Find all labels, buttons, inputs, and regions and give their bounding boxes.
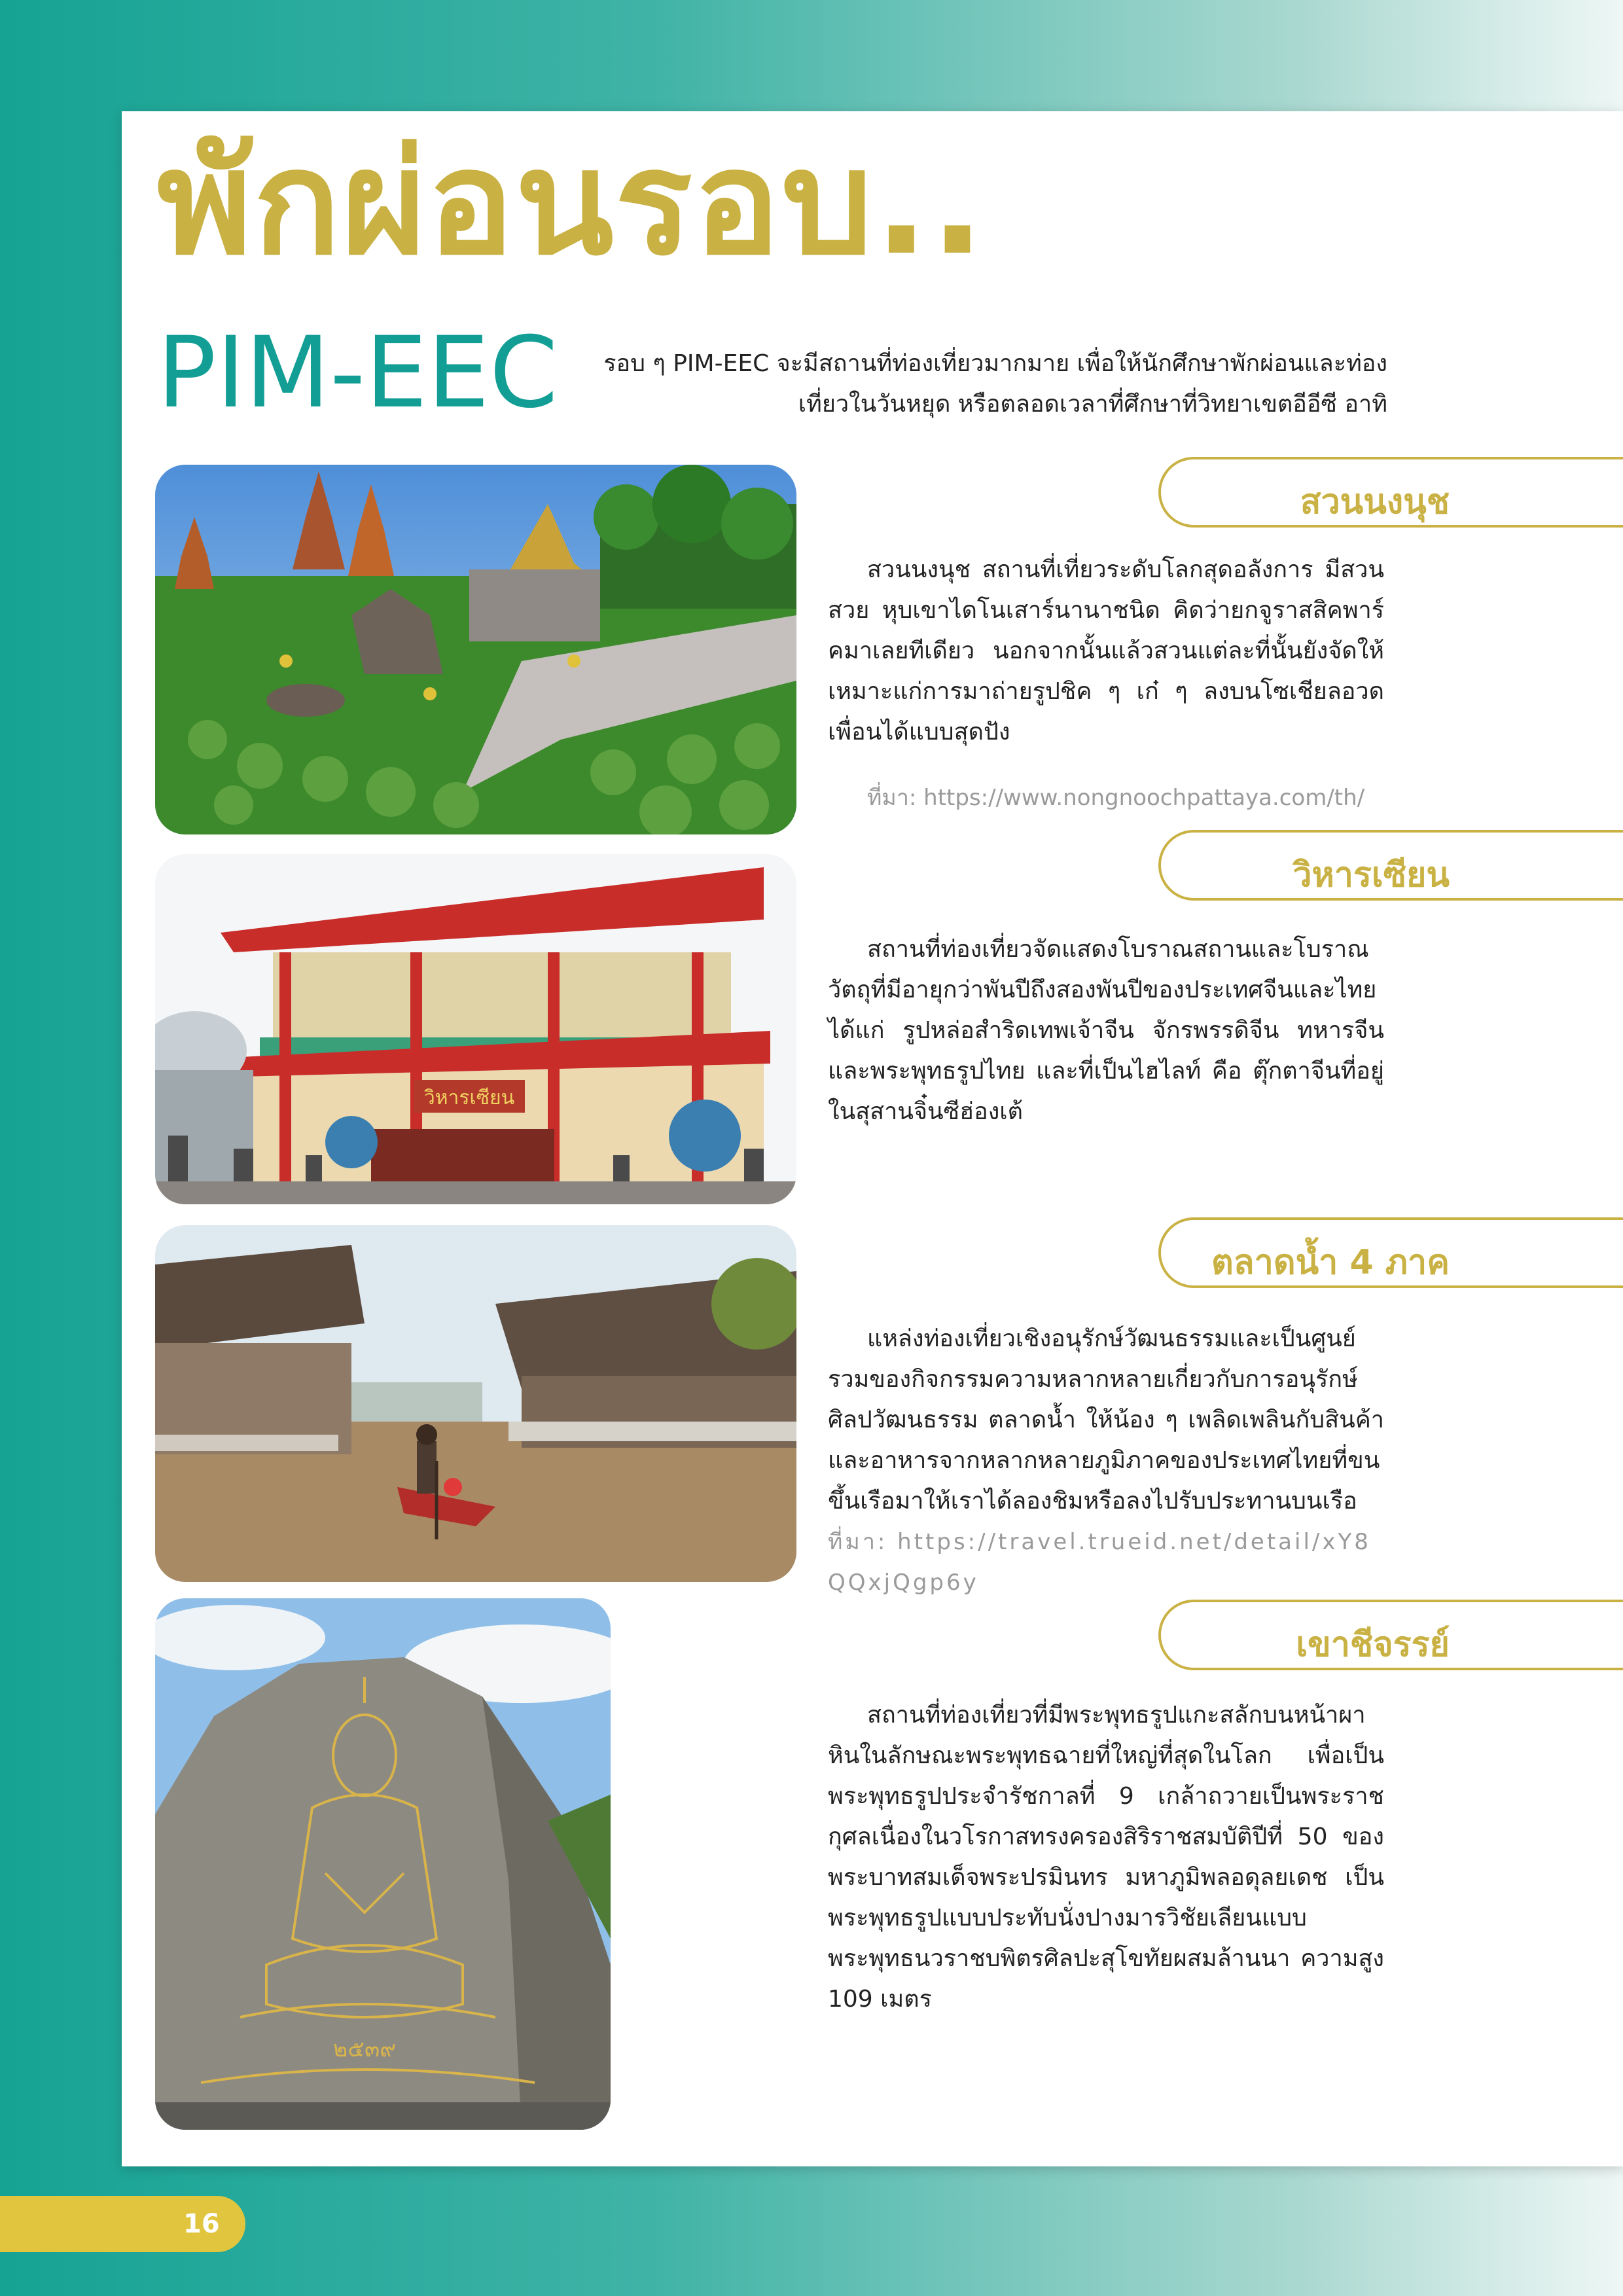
nongnooch-photo <box>155 465 796 834</box>
place-tag-nongnooch <box>1158 457 1623 528</box>
place-description-khao-chi-chan: สถานที่ท่องเที่ยวที่มีพระพุทธรูปแกะสลักบนหน้าผาหินในลักษณะพระพุทธฉายที่ใหญ่ที่สุดในโลก เพื่อเป็นพระพุทธรูปประจำรัชกาลที่ 9 เกล้าถวายเป็นพระราชกุศลเนื่องในวโรกาสทรงครองสิริราชสมบัติปีที่ 50 ของพระบาทสมเด็จพระปรมินทร มหาภูมิพลอดุลยเดช เป็นพระพุทธรูปแบบประทับนั่งปางมารวิชัยเลียนแบบพระพุทธนวราชบพิตรศิลปะสุโขทัยผสมล้านนา ความสูง 109 เมตร <box>828 1702 1384 2013</box>
floating-market-photo <box>155 1225 796 1582</box>
page-number: 16 <box>183 2209 220 2239</box>
place-name: วิหารเซียน <box>1293 855 1450 895</box>
temple-sign-text: วิหารเซียน <box>423 1086 515 1109</box>
intro-text: รอบ ๆ PIM-EEC จะมีสถานที่ท่องเที่ยวมากมาย เพื่อให้นักศึกษาพักผ่อนและท่องเที่ยวในวันหยุด หรือตลอดเวลาที่ศึกษาที่วิทยาเขตอีอีซี อาทิ <box>603 350 1387 418</box>
viharn-sien-photo <box>155 854 796 1204</box>
place-name: เขาชีจรรย์ <box>1296 1625 1450 1664</box>
carving-year-text: ๒๕๓๙ <box>332 2036 397 2062</box>
place-tag-floating-market <box>1158 1217 1623 1288</box>
page-subtitle: PIM-EEC <box>157 316 558 430</box>
page-title: พักผ่อนรอบ.. <box>157 119 986 287</box>
place-description-floating-market: แหล่งท่องเที่ยวเชิงอนุรักษ์วัฒนธรรมและเป็นศูนย์รวมของกิจกรรมความหลากหลายเกี่ยวกับการอนุรักษ์ศิลปวัฒนธรรม ตลาดน้ำ ให้น้อง ๆ เพลิดเพลินกับสินค้าและอาหารจากหลากหลายภูมิภาคของประเทศไทยที่ขนขึ้นเรือมาให้เราได้ลองชิมหรือลงไปรับประทานบนเรือ <box>828 1325 1384 1515</box>
place-description-nongnooch: สวนนงนุช สถานที่เที่ยวระดับโลกสุดอลังการ มีสวนสวย หุบเขาไดโนเสาร์นานาชนิด คิดว่ายกจูราสสิคพาร์คมาเลยทีเดียว นอกจากนั้นแล้วสวนแต่ละที่นั้นยังจัดให้เหมาะแก่การมาถ่ายรูปชิค ๆ เก๋ ๆ ลงบนโซเชียลอวดเพื่อนได้แบบสุดปัง <box>828 556 1384 745</box>
place-tag-viharn-sien <box>1158 830 1623 901</box>
source-nongnooch: ที่มา: https://www.nongnoochpattaya.com/th/ <box>867 785 1365 811</box>
place-name: สวนนงนุช <box>1300 482 1450 522</box>
place-description-viharn-sien: สถานที่ท่องเที่ยวจัดแสดงโบราณสถานและโบราณวัตถุที่มีอายุกว่าพันปีถึงสองพันปีของประเทศจีนและไทย ได้แก่ รูปหล่อสำริดเทพเจ้าจีน จักรพรรดิจีน ทหารจีน และพระพุทธรูปไทย และที่เป็นไฮไลท์ คือ ตุ๊กตาจีนที่อยู่ในสุสานจิ๋นซีฮ่องเต้ <box>828 936 1384 1125</box>
place-name: ตลาดน้ำ 4 ภาค <box>1211 1243 1450 1282</box>
place-tag-khao-chi-chan <box>1158 1600 1623 1670</box>
source-floating-market: ที่มา: https://travel.trueid.net/detail/xY8QQxjQgp6y <box>828 1529 1371 1596</box>
khao-chi-chan-photo <box>155 1598 611 2130</box>
page-number-badge <box>0 2196 245 2252</box>
